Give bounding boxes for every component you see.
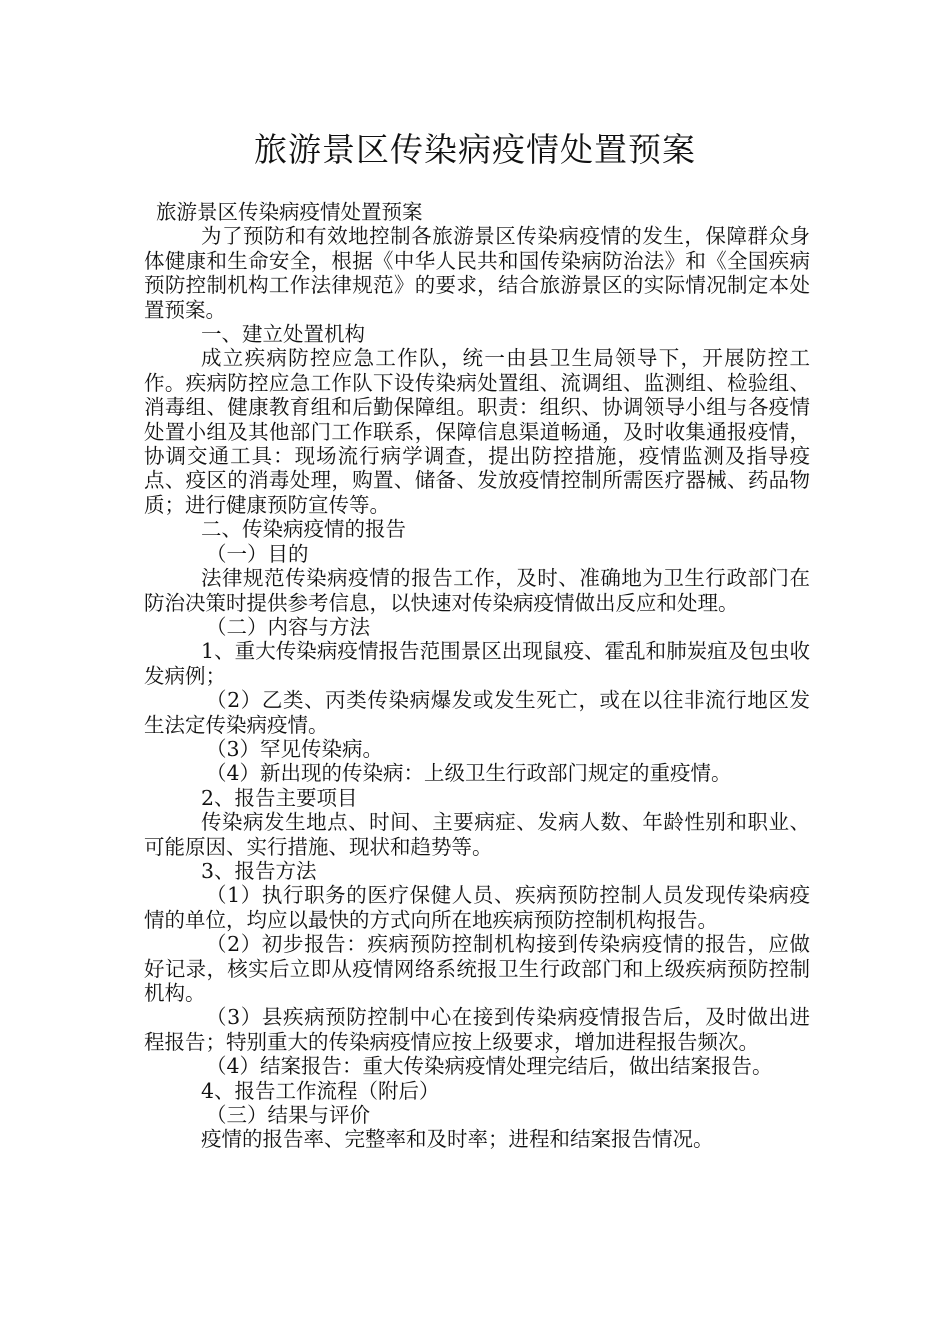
section-heading: 二、传染病疫情的报告 xyxy=(201,517,406,542)
paragraph-intro: 为了预防和有效地控制各旅游景区传染病疫情的发生，保障群众身体健康和生命安全，根据《中华人民共和国传染病防治法》和《全国疾病预防控制机构工作法律规范》的要求，结合旅游景区的实际情况制定本处置预案。 xyxy=(144,224,810,322)
subsection-heading: （二）内容与方法 xyxy=(206,614,370,639)
item-heading: 2、报告主要项目 xyxy=(201,785,358,810)
list-item: （3）罕见传染病。 xyxy=(206,736,384,761)
list-item: （4）新出现的传染病：上级卫生行政部门规定的重疫情。 xyxy=(206,761,732,786)
item-heading: 4、报告工作流程（附后） xyxy=(201,1078,440,1103)
list-item: （1）执行职务的医疗保健人员、疾病预防控制人员发现传染病疫情的单位，均应以最快的方式向所在地疾病预防控制机构报告。 xyxy=(144,883,810,932)
document-body xyxy=(144,200,810,1152)
list-item: （4）结案报告：重大传染病疫情处理完结后，做出结案报告。 xyxy=(206,1054,773,1079)
paragraph: 疫情的报告率、完整率和及时率；进程和结案报告情况。 xyxy=(201,1127,714,1152)
document-subtitle: 旅游景区传染病疫情处置预案 xyxy=(156,200,423,224)
paragraph: 成立疾病防控应急工作队，统一由县卫生局领导下，开展防控工作。疾病防控应急工作队下设传染病处置组、流调组、监测组、检验组、消毒组、健康教育组和后勤保障组。职责：组织、协调领导小组与各疫情处置小组及其他部门工作联系，保障信息渠道畅通，及时收集通报疫情，协调交通工具：现场流行病学调查，提出防控措施，疫情监测及指导疫点、疫区的消毒处理，购置、储备、发放疫情控制所需医疗器械、药品物质；进行健康预防宣传等。 xyxy=(144,346,810,517)
list-item: 1、重大传染病疫情报告范围景区出现鼠疫、霍乱和肺炭疽及包虫收发病例； xyxy=(144,639,810,688)
page-title: 旅游景区传染病疫情处置预案 xyxy=(254,130,696,169)
subsection-heading: （一）目的 xyxy=(206,541,309,566)
paragraph: 传染病发生地点、时间、主要病症、发病人数、年龄性别和职业、可能原因、实行措施、现状和趋势等。 xyxy=(144,810,810,859)
list-item: （2）初步报告：疾病预防控制机构接到传染病疫情的报告，应做好记录，核实后立即从疫情网络系统报卫生行政部门和上级疾病预防控制机构。 xyxy=(144,932,810,1005)
subsection-heading: （三）结果与评价 xyxy=(206,1103,370,1128)
paragraph: 法律规范传染病疫情的报告工作，及时、准确地为卫生行政部门在防治决策时提供参考信息，以快速对传染病疫情做出反应和处理。 xyxy=(144,566,810,615)
section-heading: 一、建立处置机构 xyxy=(201,322,365,347)
item-heading: 3、报告方法 xyxy=(201,858,317,883)
list-item: （3）县疾病预防控制中心在接到传染病疫情报告后，及时做出进程报告；特别重大的传染病疫情应按上级要求，增加进程报告频次。 xyxy=(144,1005,810,1054)
list-item: （2）乙类、丙类传染病爆发或发生死亡，或在以往非流行地区发生法定传染病疫情。 xyxy=(144,688,810,737)
